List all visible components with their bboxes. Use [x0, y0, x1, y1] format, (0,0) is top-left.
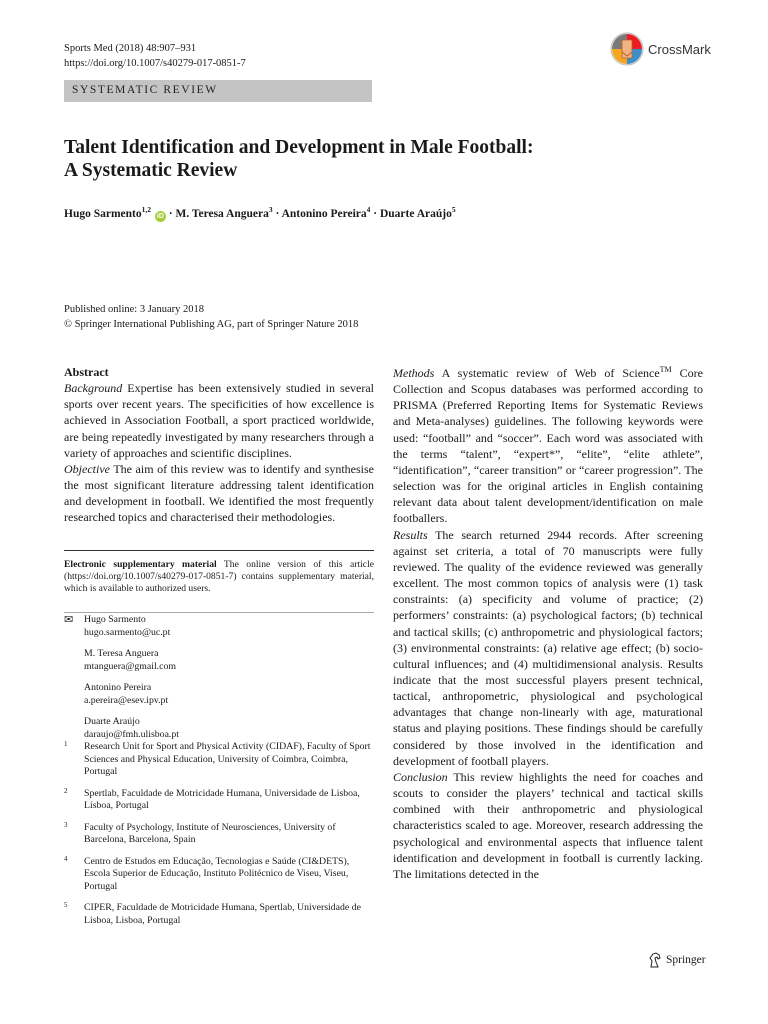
title-line-2: A Systematic Review: [64, 160, 238, 181]
methods-label: Methods: [393, 366, 435, 380]
affiliation-number: 1: [64, 740, 68, 748]
affiliation-text: Research Unit for Sport and Physical Activity (CIDAF), Faculty of Sport Sciences and Physical Education, University of Coimbra, Coimbra, Portugal: [84, 741, 371, 777]
envelope-icon: ✉: [64, 614, 74, 626]
affiliation-entry: [64, 856, 374, 894]
author-name[interactable]: Antonino Pereira: [281, 207, 367, 220]
contact-email[interactable]: daraujo@fmh.ulisboa.pt: [84, 728, 179, 740]
doi-link[interactable]: https://doi.org/10.1007/s40279-017-0851-7: [64, 58, 246, 69]
crossmark-badge[interactable]: [610, 30, 720, 68]
conclusion-label: Conclusion: [393, 769, 448, 784]
author-affil-sup: 5: [451, 205, 456, 214]
supplementary-note: [64, 550, 374, 595]
affiliation-text: Faculty of Psychology, Institute of Neurosciences, University of Barcelona, Barcelona, Spain: [84, 821, 336, 845]
esm-label: Electronic supplementary material: [64, 559, 217, 570]
contact-list: [64, 612, 374, 750]
affiliation-text: Centro de Estudos em Educação, Tecnologias e Saúde (CI&DETS), Escola Superior de Educação, Instituto Politécnico de Viseu, Viseu, Portugal: [84, 855, 350, 892]
background-label: Background: [64, 381, 123, 396]
abstract-right-column: [393, 362, 703, 882]
author-affil-sup: 3: [268, 205, 273, 214]
abstract-methods: [393, 362, 703, 527]
abstract-results: [393, 527, 703, 769]
esm-text-a: The online version of this article (: [64, 559, 374, 582]
background-text: Expertise has been extensively studied in several sports over recent years. The specificities of how excellence is achieved in Association Football, a sport practiced worldwide, are being repeatedly investigated by many researchers through a variety of approaches and scientific disciplines.: [64, 381, 374, 460]
affiliation-entry: [64, 741, 374, 779]
author-name[interactable]: Duarte Araújo: [379, 207, 452, 220]
results-label: Results: [393, 527, 428, 542]
springer-horse-icon: [648, 952, 662, 968]
abstract-heading: Abstract: [64, 365, 109, 379]
contact-name: Antonino Pereira: [84, 682, 152, 693]
conclusion-text: This review highlights the need for coaches and scouts to consider the players’ technical and tactical skills combined with their anthropometric and physiological characteristics scaled to age. Moreover, research addressing the psychological and environmental aspects that influence talent identification and development in football is currently lacking. The limitations detected in the: [393, 769, 703, 881]
author-separator: ·: [272, 207, 282, 220]
abstract-left-column: [64, 364, 374, 526]
trademark-sup: TM: [659, 365, 672, 374]
objective-text: The aim of this review was to identify and synthesise the most significant literature addressing talent identification and development in football. We identified the most frequently researched topics and characterised their methodologies.: [64, 461, 374, 525]
publisher-name: Springer: [666, 954, 706, 966]
affiliation-number: 3: [64, 820, 68, 829]
affiliation-text: CIPER, Faculdade de Motricidade Humana, Spertlab, Universidade de Lisboa, Lisboa, Portugal: [84, 902, 361, 926]
publisher-footer: [648, 952, 706, 968]
contact-name: M. Teresa Anguera: [84, 648, 159, 659]
esm-link[interactable]: https://doi.org/10.1007/s40279-017-0851-7: [67, 571, 234, 582]
orcid-icon[interactable]: iD: [156, 212, 164, 220]
contact-email[interactable]: hugo.sarmento@uc.pt: [84, 626, 171, 638]
affiliation-entry: [64, 822, 374, 847]
published-date: Published online: 3 January 2018: [64, 304, 204, 315]
contact-email[interactable]: a.pereira@esev.ipv.pt: [84, 694, 169, 706]
abstract-conclusion: [393, 769, 703, 882]
esm-text-b: ) contains supplementary material, which is available to authorized users.: [64, 571, 374, 594]
contact-name: Hugo Sarmento: [84, 614, 146, 625]
author-separator: ·: [165, 207, 176, 220]
article-title: [64, 136, 624, 182]
results-text: The search returned 2944 records. After screening against set criteria, a total of 70 manuscripts were fully reviewed. The quality of the evidence reviewed was generally excellent. The most common topics of analysis were (1) task constraints: (a) specificity and volume of practice; (2) performers’ constraints: (a) psychological factors; (b) technical and tactical skills; (c) anthropometric and physiological factors; (3) environmental constraints: (a) relative age effect; (b) socio-cultural influences; and (4) multidimensional analysis. Results indicate that the most successful players present technical, tactical, anthropometric, physiological and psychological advantages that change non-linearly with age, maturational status and playing positions. These findings should be carefully considered by those involved in the identification and development of football players.: [393, 527, 703, 768]
author-affil-sup: 1,2: [141, 205, 151, 214]
affiliation-number: 5: [64, 901, 68, 909]
contact-entry: [84, 682, 374, 707]
contact-entry: [64, 614, 374, 639]
affiliation-entry: [64, 902, 374, 927]
section-banner: [64, 80, 372, 102]
section-banner-label: SYSTEMATIC REVIEW: [72, 84, 218, 96]
author-list: [64, 205, 456, 222]
contact-entry: [84, 716, 374, 741]
crossmark-label: CrossMark: [648, 41, 711, 57]
contact-name: Duarte Araújo: [84, 716, 140, 727]
author-name[interactable]: M. Teresa Anguera: [175, 207, 269, 220]
title-line-1: Talent Identification and Development in Male Football:: [64, 137, 534, 158]
methods-text-b: Core Collection and Scopus databases was performed according to PRISMA (Preferred Reporting Items for Systematic Reviews and Meta-analyses) guidelines. The following keywords were used: “football” and “soccer”. Each word was associated with the terms “talent”, “expert*”, “elite”, “elite athlete”, “identification”, “career transition” or “career progression”. The selection was for the original articles in English containing relevant data about talent development/identification on male footballers.: [393, 366, 703, 526]
author-name[interactable]: Hugo Sarmento: [64, 207, 142, 220]
copyright-line: © Springer International Publishing AG, part of Springer Nature 2018: [64, 319, 359, 330]
abstract-background: [64, 380, 374, 461]
publication-info: [64, 302, 358, 332]
journal-citation: [64, 41, 246, 71]
affiliation-entry: [64, 788, 374, 813]
author-affil-sup: 4: [366, 205, 371, 214]
affiliation-text: Spertlab, Faculdade de Motricidade Humana, Universidade de Lisboa, Lisboa, Portugal: [84, 787, 360, 811]
objective-label: Objective: [64, 461, 110, 476]
abstract-objective: [64, 461, 374, 526]
methods-text-a: A systematic review of Web of Science: [434, 366, 660, 380]
affiliation-list: [64, 741, 374, 936]
crossmark-icon: [610, 32, 644, 66]
affiliation-number: 2: [64, 786, 68, 795]
contact-entry: [84, 648, 374, 673]
author-separator: ·: [370, 207, 380, 220]
contact-email[interactable]: mtanguera@gmail.com: [84, 660, 176, 672]
affiliation-number: 4: [64, 854, 68, 863]
journal-line: Sports Med (2018) 48:907–931: [64, 43, 197, 54]
